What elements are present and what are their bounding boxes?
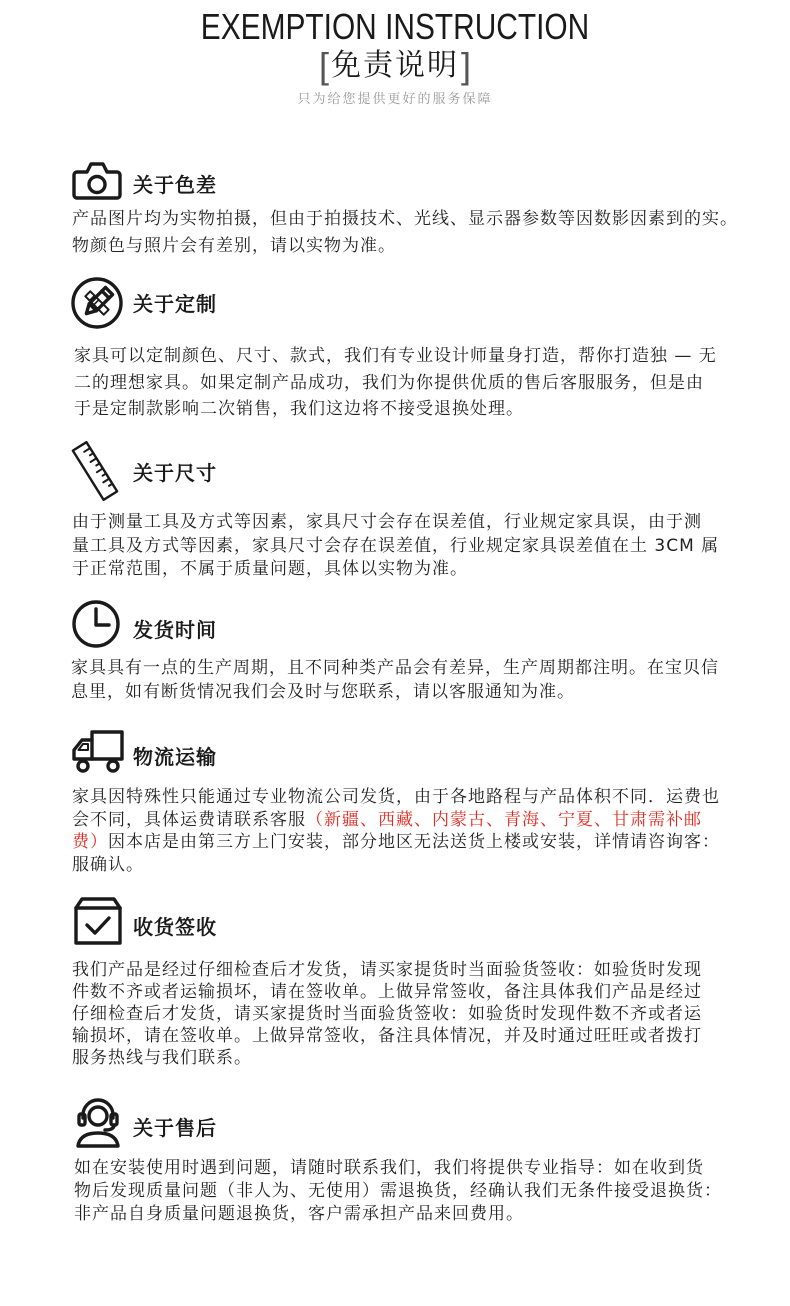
section-text-line: 产品图片均为实物拍摄，但由于拍摄技术、光线、显示器参数等因数影因素到的实。 xyxy=(72,209,738,229)
section-text-line: 件数不齐或者运输损坏，请在签收单。上做异常签收，备注具体我们产品是经过 xyxy=(72,982,702,1002)
section-heading: 关于售后 xyxy=(133,1116,217,1140)
box-check-icon xyxy=(73,896,123,946)
section-text-line: 于是定制款影响二次销售，我们这边将不接受退换处理。 xyxy=(74,399,524,419)
section-heading: 关于尺寸 xyxy=(133,461,217,485)
tagline: 只为给您提供更好的服务保障 xyxy=(297,92,493,107)
highlight-text: （新疆、西藏、内蒙古、青海、宁夏、甘肃需补邮 xyxy=(306,809,702,830)
section-text xyxy=(72,511,719,582)
section-text xyxy=(72,959,702,1069)
highlight-text: 费） xyxy=(72,832,108,853)
section-heading: 物流运输 xyxy=(133,745,217,769)
section-text-line: 服务热线与我们联系。 xyxy=(72,1048,252,1068)
pencil-circle-icon xyxy=(70,276,124,330)
section-text-line: 我们产品是经过仔细检查后才发货，请买家提货时当面验货签收：如验货时发现 xyxy=(72,960,702,980)
section-text xyxy=(72,206,738,260)
section-text-line: 仔细检查后才发货，请买家提货时当面验货签收：如验货时发现件数不齐或者运 xyxy=(72,1004,702,1024)
section-text-line: 服确认。 xyxy=(72,855,144,876)
section-heading: 关于定制 xyxy=(133,292,217,316)
section-text xyxy=(74,343,717,423)
section-heading: 关于色差 xyxy=(133,173,217,197)
section-text xyxy=(72,786,720,877)
section-text-line: 息里，如有断货情况我们会及时与您联系，请以客服通知为准。 xyxy=(71,682,575,702)
text-segment: 因本店是由第三方上门安装，部分地区无法送货上楼或安装，详情请咨询客： xyxy=(108,832,720,853)
section-text-line xyxy=(72,831,720,854)
section-text-line: 物后发现质量问题（非人为、无使用）需退换货，经确认我们无条件接受退换货： xyxy=(74,1181,722,1201)
page-title-cn: 免责说明 xyxy=(331,48,459,83)
section-text-line: 二的理想家具。如果定制产品成功，我们为你提供优质的售后客服服务，但是由 xyxy=(74,372,704,393)
clock-icon xyxy=(71,599,121,649)
section-text-line: 由于测量工具及方式等因素，家具尺寸会存在误差值，行业规定家具误，由于测 xyxy=(72,512,702,532)
page-title-cn-row xyxy=(0,45,790,87)
customer-service-icon xyxy=(71,1095,125,1149)
section-text-line: 如在安装使用时遇到问题，请随时联系我们，我们将提供专业指导：如在收到货 xyxy=(74,1158,704,1178)
section-text-line: 物颜色与照片会有差别，请以实物为准。 xyxy=(72,236,396,256)
camera-icon xyxy=(72,160,122,202)
section-text-line: 家具具有一点的生产周期，且不同种类产品会有差异，生产周期都注明。在宝贝信 xyxy=(71,658,719,678)
section-text-line: 家具可以定制颜色、尺寸、款式，我们有专业设计师量身打造，帮你打造独 — 无 xyxy=(74,346,717,366)
page-title-en: EXEMPTION INSTRUCTION xyxy=(200,6,590,47)
section-text-line: 量工具及方式等因素，家具尺寸会存在误差值，行业规定家具误差值在土 3CM 属 xyxy=(72,535,720,556)
section-text-line: 输损坏，请在签收单。上做异常签收，备注具体情况，并及时通过旺旺或者拨打 xyxy=(72,1026,702,1046)
ruler-icon xyxy=(70,439,120,503)
section-heading: 收货签收 xyxy=(133,915,217,939)
bracket-left: [ xyxy=(318,45,329,86)
section-text-line: 于正常范围，不属于质量问题，具体以实物为准。 xyxy=(72,559,468,579)
section-text-line xyxy=(72,809,720,832)
section-text xyxy=(71,656,719,704)
bracket-right: ] xyxy=(461,45,472,86)
text-segment: 会不同，具体运费请联系客服 xyxy=(72,809,306,830)
section-text xyxy=(74,1157,722,1226)
section-heading: 发货时间 xyxy=(133,618,217,642)
section-text-line: 家具因特殊性只能通过专业物流公司发货，由于各地路程与产品体积不同．运费也 xyxy=(72,787,720,807)
truck-icon xyxy=(71,729,125,775)
section-text-line: 非产品自身质量问题退换货，客户需承担产品来回费用。 xyxy=(74,1204,524,1224)
